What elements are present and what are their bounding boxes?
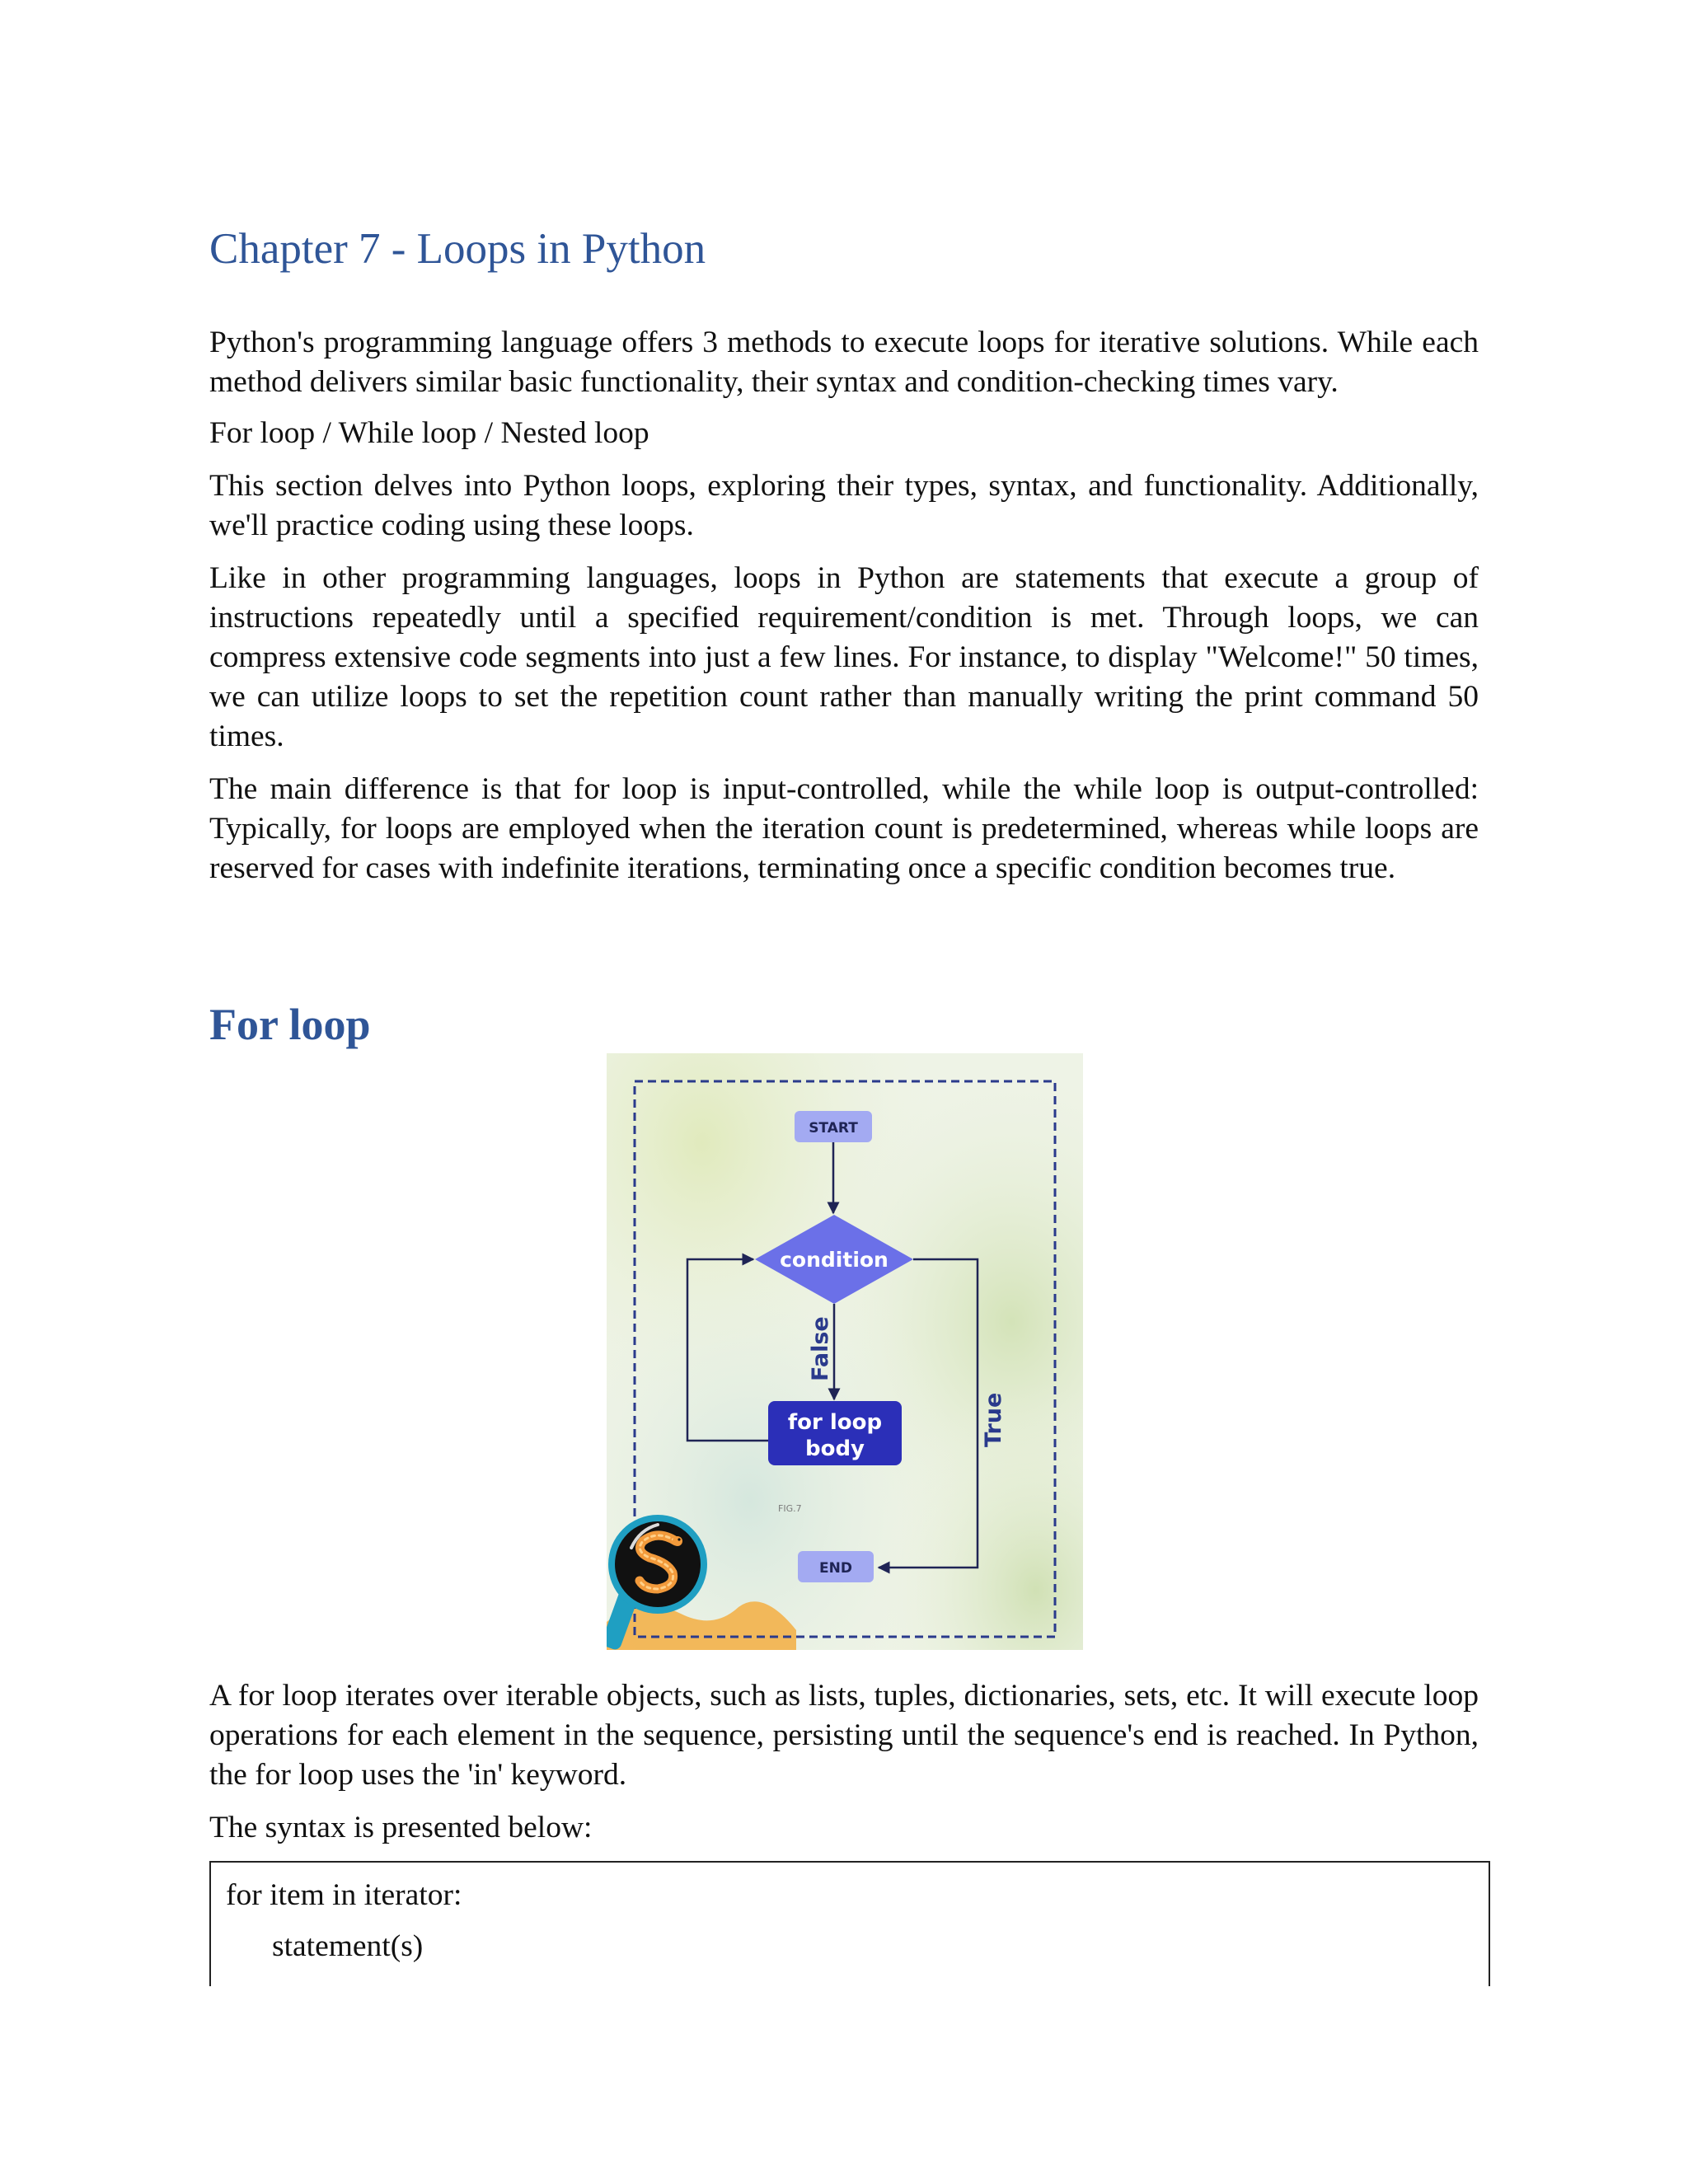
intro-paragraph-5 <box>209 770 1479 888</box>
intro-paragraph-3 <box>209 466 1479 546</box>
for-loop-paragraph-2 <box>209 1808 1479 1848</box>
intro-paragraph-4-text: Like in other programming languages, loops in Python are statements that execute a group of instructions repeatedly until a specified requirement/condition is met. Through loops, we can compress extensive code segments into just a few lines. For instance, to display "Welcome!" 50 times, we can utilize loops to set the repetition count rather than manually writing the print command 50 times. <box>209 561 1479 753</box>
body-label-line1: for loop <box>787 1410 883 1435</box>
false-label: False <box>808 1316 833 1381</box>
for-loop-body-node <box>768 1401 902 1465</box>
end-node <box>798 1551 874 1582</box>
for-loop-paragraph-1-text: A for loop iterates over iterable objects, such as lists, tuples, dictionaries, sets, etc. It will execute loop operations for each element in the sequence, persisting until the sequence's end is reached. In Python, the for loop uses the 'in' keyword. <box>209 1679 1479 1792</box>
intro-paragraph-5-text: The main difference is that for loop is input-controlled, while the while loop is output-controlled: Typically, for loops are employed when the iteration count is predetermined, whereas while loops are reserved for cases with indefinite iterations, terminating once a specific condition becomes true. <box>209 772 1479 885</box>
intro-paragraph-1 <box>209 323 1479 402</box>
intro-paragraph-2 <box>209 414 1479 453</box>
for-loop-flowchart <box>607 1053 1083 1650</box>
chapter-title: Chapter 7 - Loops in Python <box>209 225 706 273</box>
true-label: True <box>981 1392 1006 1447</box>
code-line-2: statement(s) <box>272 1929 424 1963</box>
flowchart-svg <box>607 1053 1083 1650</box>
section-heading-for-loop: For loop <box>209 1000 371 1049</box>
end-label: END <box>819 1560 852 1577</box>
for-loop-paragraph-1 <box>209 1676 1479 1795</box>
intro-paragraph-4 <box>209 559 1479 757</box>
figure-small-caption: FIG.7 <box>778 1503 802 1514</box>
intro-paragraph-3-text: This section delves into Python loops, exploring their types, syntax, and functionality. Additionally, we'll practice coding using these loops. <box>209 469 1479 542</box>
condition-label: condition <box>780 1248 889 1272</box>
intro-paragraph-1-text: Python's programming language offers 3 methods to execute loops for iterative solutions. While each method delivers similar basic functionality, their syntax and condition-checking times vary. <box>209 326 1479 399</box>
start-node <box>795 1111 872 1142</box>
code-line-1: for item in iterator: <box>226 1878 462 1912</box>
loop-types-list: For loop / While loop / Nested loop <box>209 416 649 450</box>
syntax-intro-text: The syntax is presented below: <box>209 1811 593 1844</box>
syntax-code-box <box>209 1861 1490 1986</box>
start-label: START <box>809 1120 858 1137</box>
body-label-line2: body <box>804 1436 865 1461</box>
